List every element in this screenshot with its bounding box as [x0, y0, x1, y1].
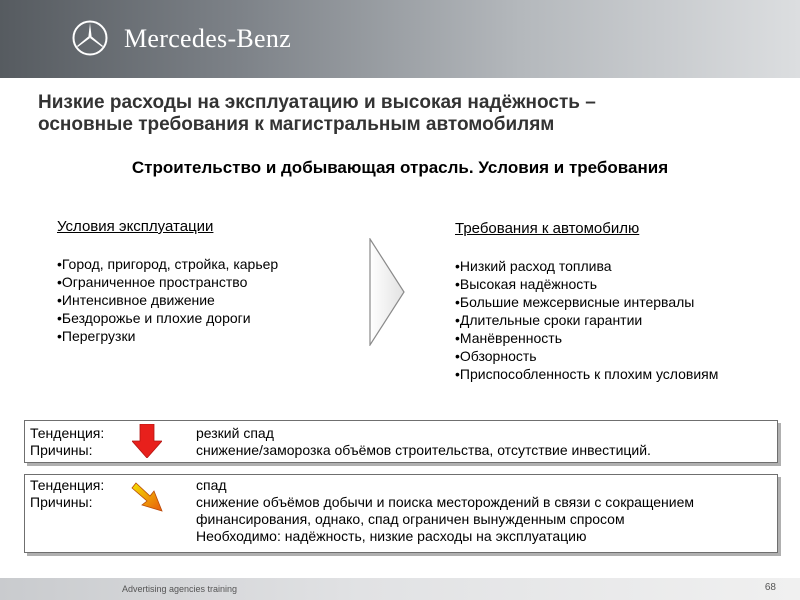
brand-name: Mercedes-Benz [124, 24, 292, 53]
reasons-text: снижение/заморозка объёмов строительства, отсутствие инвестиций. [196, 442, 651, 458]
trend-box-construction [24, 420, 778, 463]
slide-subtitle: Строительство и добывающая отрасль. Условия и требования [131, 158, 669, 177]
header-bar [0, 0, 800, 78]
list-item: •Высокая надёжность [455, 276, 597, 292]
trend-box-mining [24, 474, 778, 553]
trend-value: спад [196, 477, 227, 493]
red-down-arrow-icon [132, 424, 162, 458]
trend-label: Тенденция: [30, 425, 105, 441]
list-item: •Манёвренность [455, 330, 562, 346]
reasons-text: снижение объёмов добычи и поиска месторождений в связи с сокращением [196, 494, 694, 510]
requirement-note: Необходимо: надёжность, низкие расходы на эксплуатацию [196, 528, 587, 544]
three-pointed-star-icon [72, 20, 108, 56]
list-item: •Низкий расход топлива [455, 258, 612, 274]
list-item: •Приспособленность к плохим условиям [455, 366, 719, 382]
list-item: •Перегрузки [57, 328, 136, 344]
footer-bar [0, 578, 800, 600]
conditions-column [57, 217, 377, 345]
trend-label: Тенденция: [30, 477, 105, 493]
list-item: •Ограниченное пространство [57, 274, 248, 290]
list-item: •Обзорность [455, 348, 537, 364]
slide-title [38, 92, 758, 136]
reasons-label: Причины: [30, 442, 93, 458]
orange-diagonal-arrow-icon [130, 481, 164, 513]
footer-text: Advertising agencies training [122, 584, 238, 594]
list-item: •Бездорожье и плохие дороги [57, 310, 251, 326]
list-item: •Интенсивное движение [57, 292, 215, 308]
requirements-list [455, 257, 785, 383]
title-line-2: основные требования к магистральным автомобилям [38, 114, 555, 135]
list-item: •Город, пригород, стройка, карьер [57, 256, 279, 272]
trend-value: резкий спад [196, 425, 274, 441]
title-line-1: Низкие расходы на эксплуатацию и высокая надёжность – [38, 92, 596, 113]
requirements-column [455, 219, 785, 383]
reasons-label: Причины: [30, 494, 93, 510]
requirements-heading: Требования к автомобилю [455, 220, 640, 237]
conditions-list [57, 255, 377, 345]
page-number: 68 [764, 582, 776, 593]
reasons-text: финансирования, однако, спад ограничен вынужденным спросом [196, 511, 625, 527]
list-item: •Длительные сроки гарантии [455, 312, 643, 328]
conditions-heading: Условия эксплуатации [57, 218, 214, 235]
list-item: •Большие межсервисные интервалы [455, 294, 695, 310]
chevron-right-arrow-icon [369, 238, 405, 346]
